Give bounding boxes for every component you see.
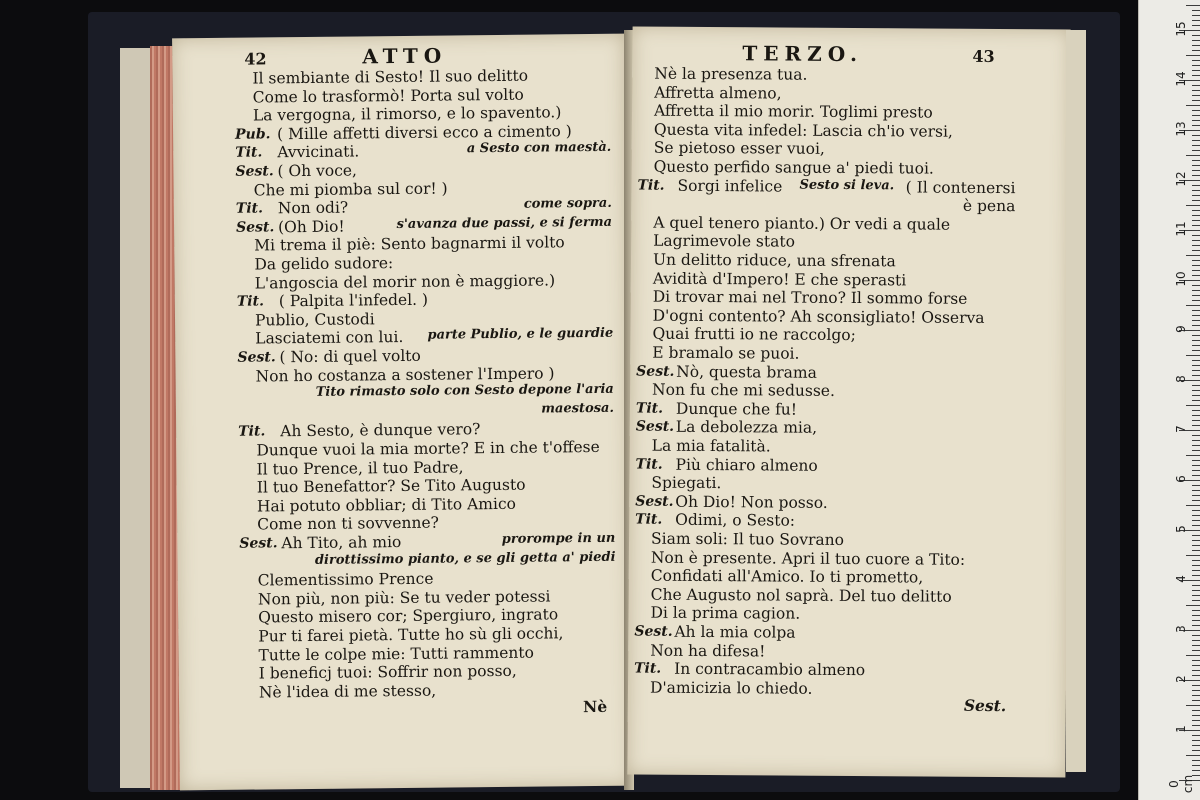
ruler-tick (1192, 75, 1200, 76)
ruler-tick (1192, 435, 1200, 436)
stage-direction: a Sesto con maestà. (466, 140, 612, 157)
ruler-tick (1192, 145, 1200, 146)
verse-text: Avvicinati. (277, 142, 360, 162)
ruler-tick (1186, 55, 1200, 56)
text-line (629, 474, 1067, 495)
ruler-tick (1192, 140, 1200, 141)
ruler-tick (1192, 715, 1200, 716)
verse-text: Sorgi infelice (677, 176, 783, 196)
ruler-tick (1192, 45, 1200, 46)
left-catchword: Nè (582, 696, 608, 717)
ruler-tick (1192, 395, 1200, 396)
verse-text: Non ho costanza a sostener l'Impero ) (255, 363, 555, 386)
verse-text: Che Augusto nol saprà. Del tuo delitto (650, 585, 952, 606)
ruler-tick (1192, 685, 1200, 686)
ruler-tick (1192, 540, 1200, 541)
ruler-tick (1192, 485, 1200, 486)
ruler-number: 6 (1174, 475, 1188, 483)
ruler-tick (1186, 405, 1200, 406)
verse-text: Non ha difesa! (650, 641, 766, 661)
text-line (631, 232, 1069, 253)
ruler-tick (1186, 605, 1200, 606)
ruler-tick (1192, 450, 1200, 451)
verse-text: D'ogni contento? Ah sconsigliato! Osserva (652, 306, 985, 327)
text-line (631, 306, 1069, 327)
ruler-tick (1192, 25, 1200, 26)
ruler-tick (1192, 725, 1200, 726)
ruler-number: 4 (1174, 575, 1188, 583)
verse-text: (Oh Dio! (277, 217, 345, 237)
verse-text: Di la prima cagion. (650, 604, 801, 624)
text-line (632, 64, 1070, 85)
verse-text: Lagrimevole stato (653, 232, 796, 252)
ruler-tick (1186, 505, 1200, 506)
verse-text: Publio, Custodi (254, 310, 375, 330)
stage-direction: parte Publio, e le guardie (427, 326, 614, 344)
text-line (628, 641, 1066, 662)
ruler-tick (1186, 5, 1200, 6)
ruler-tick (1192, 415, 1200, 416)
ruler-tick (1192, 695, 1200, 696)
ruler-unit-label: 0 cm (1167, 774, 1195, 794)
speaker-label: Sest. (636, 363, 675, 380)
ruler-tick (1192, 135, 1200, 136)
ruler-number: 1 (1174, 725, 1188, 733)
verse-text: ( No: di quel volto (279, 346, 421, 367)
verse-text: Ah Sesto, è dunque vero? (280, 420, 481, 441)
ruler-tick (1192, 565, 1200, 566)
text-line (628, 622, 1066, 643)
verse-text: Non odi? (277, 198, 349, 218)
verse-text: Confidati all'Amico. Io ti prometto, (650, 566, 924, 587)
ruler-tick (1192, 15, 1200, 16)
verse-text: Nè la presenza tua. (654, 64, 808, 84)
verse-text: ( Oh voce, (277, 161, 358, 181)
speaker-label: Sest. (237, 349, 276, 366)
text-line (632, 139, 1070, 160)
speaker-label: Tit. (635, 456, 663, 473)
text-line (628, 660, 1066, 681)
ruler-tick (1192, 635, 1200, 636)
ruler-tick (1192, 175, 1200, 176)
ruler-tick (1192, 510, 1200, 511)
verse-text: Il tuo Benefattor? Se Tito Augusto (256, 475, 526, 497)
ruler-tick (1192, 225, 1200, 226)
ruler-tick (1192, 35, 1200, 36)
verse-text: Tutte le colpe mie: Tutti rammento (258, 643, 534, 665)
ruler-tick (1192, 150, 1200, 151)
ruler-tick (1192, 200, 1200, 201)
ruler-tick (1192, 390, 1200, 391)
verse-text: Avidità d'Impero! E che sperasti (652, 269, 907, 289)
ruler-tick (1192, 570, 1200, 571)
verse-text: Non fu che mi sedusse. (652, 380, 835, 401)
ruler-tick (1192, 360, 1200, 361)
text-line (629, 567, 1067, 588)
speaker-label: Tit. (235, 144, 263, 162)
verse-text: Ah Tito, ah mio (281, 533, 402, 553)
ruler-tick (1192, 70, 1200, 71)
ruler-tick (1192, 735, 1200, 736)
text-line (628, 604, 1066, 625)
ruler-tick (1186, 305, 1200, 306)
ruler-tick (1192, 115, 1200, 116)
right-page-header: TERZO. (742, 41, 864, 67)
speaker-label: Tit. (635, 511, 663, 529)
ruler-number: 9 (1174, 325, 1188, 333)
ruler-tick (1186, 705, 1200, 706)
speaker-label: Sest. (634, 623, 673, 640)
ruler-tick (1192, 160, 1200, 161)
verse-text: Spiegati. (651, 473, 722, 493)
ruler-tick (1192, 245, 1200, 246)
ruler-tick (1192, 560, 1200, 561)
ruler-tick (1192, 445, 1200, 446)
ruler-tick (1192, 595, 1200, 596)
speaker-label: Sest. (235, 163, 274, 180)
ruler-tick (1192, 100, 1200, 101)
text-line (631, 288, 1069, 309)
ruler-tick (1192, 470, 1200, 471)
text-line (630, 362, 1068, 383)
ruler-tick (1192, 650, 1200, 651)
ruler-tick (1192, 310, 1200, 311)
text-line (632, 120, 1070, 141)
ruler-number: 15 (1174, 21, 1188, 37)
verse-text: ( Palpita l'infedel. ) (278, 290, 429, 311)
speaker-label: Sest. (635, 493, 674, 510)
ruler-tick (1192, 215, 1200, 216)
ruler-tick (1192, 760, 1200, 761)
verse-text: Nò, questa brama (676, 362, 817, 382)
verse-text: Dunque che fu! (675, 399, 798, 419)
ruler-tick (1192, 375, 1200, 376)
ruler-tick (1192, 475, 1200, 476)
verse-text-after: ( Il contenersi (905, 177, 1016, 197)
text-line (630, 325, 1068, 346)
ruler-tick (1192, 370, 1200, 371)
verse-text: A quel tenero pianto.) Or vedi a quale (653, 213, 951, 234)
ruler-number: 3 (1174, 625, 1188, 633)
ruler-tick (1192, 260, 1200, 261)
text-line (629, 529, 1067, 550)
ruler-tick (1192, 700, 1200, 701)
text-line (629, 492, 1067, 513)
speaker-label: Pub. (235, 126, 271, 143)
ruler-number: 11 (1174, 221, 1188, 237)
ruler-tick (1192, 575, 1200, 576)
ruler-number: 7 (1174, 425, 1188, 433)
ruler-tick (1192, 690, 1200, 691)
ruler-tick (1192, 165, 1200, 166)
ruler-tick (1192, 250, 1200, 251)
text-line (632, 102, 1070, 123)
ruler-tick (1192, 525, 1200, 526)
verse-text: Questa vita infedel: Lascia ch'io versi, (653, 120, 953, 141)
ruler-tick (1192, 365, 1200, 366)
ruler-tick (1192, 440, 1200, 441)
ruler-tick (1186, 255, 1200, 256)
ruler-tick (1192, 620, 1200, 621)
verse-text: Il sembiante di Sesto! Il suo delitto (252, 66, 529, 88)
verse-text: E bramalo se puoi. (652, 343, 800, 363)
ruler-tick (1192, 335, 1200, 336)
ruler-tick (1192, 300, 1200, 301)
speaker-label: Sest. (239, 535, 278, 552)
verse-text: Ah la mia colpa (674, 622, 796, 642)
ruler-tick (1192, 610, 1200, 611)
ruler-tick (1192, 10, 1200, 11)
verse-text: Questo perfido sangue a' piedi tuoi. (653, 157, 934, 178)
verse-text: Questo misero cor; Spergiuro, ingrato (258, 605, 559, 627)
ruler-tick (1192, 545, 1200, 546)
text-line (630, 436, 1068, 457)
ruler-tick (1192, 710, 1200, 711)
verse-text: Odimi, o Sesto: (675, 511, 796, 531)
ruler-tick (1192, 270, 1200, 271)
text-line (631, 269, 1069, 290)
text-line (629, 455, 1067, 476)
verse-text: Da gelido sudore: (254, 254, 394, 274)
measuring-ruler (1138, 0, 1200, 800)
ruler-tick (1192, 660, 1200, 661)
ruler-number: 12 (1174, 171, 1188, 187)
text-line (631, 176, 1069, 197)
ruler-tick (1192, 675, 1200, 676)
right-page-number: 43 (972, 46, 995, 67)
ruler-tick (1192, 720, 1200, 721)
ruler-tick (1192, 120, 1200, 121)
verse-text: ( Mille affetti diversi ecco a cimento ) (276, 122, 572, 144)
verse-text: Un delitto riduce, una sfrenata (652, 250, 896, 271)
ruler-tick (1192, 400, 1200, 401)
verse-text: Affretta almeno, (654, 83, 782, 103)
ruler-tick (1192, 490, 1200, 491)
ruler-tick (1192, 195, 1200, 196)
ruler-tick (1192, 385, 1200, 386)
speaker-label: Tit. (634, 660, 662, 677)
ruler-tick (1186, 355, 1200, 356)
ruler-tick (1192, 110, 1200, 111)
ruler-tick (1192, 535, 1200, 536)
ruler-tick (1192, 290, 1200, 291)
ruler-tick (1192, 770, 1200, 771)
verse-text: In contracambio almeno (674, 659, 866, 680)
ruler-tick (1192, 420, 1200, 421)
ruler-tick (1192, 340, 1200, 341)
ruler-tick (1186, 105, 1200, 106)
ruler-tick (1192, 465, 1200, 466)
verse-text: Come non ti sovvenne? (257, 514, 440, 534)
verse-text: Dunque vuoi la mia morte? E in che t'offese (256, 437, 600, 460)
stage-direction: prorompe in un (501, 530, 616, 547)
text-line (630, 381, 1068, 402)
ruler-tick (1192, 185, 1200, 186)
text-line (629, 511, 1067, 532)
verse-text: Che mi piomba sul cor! ) (253, 179, 448, 200)
ruler-tick (1192, 190, 1200, 191)
ruler-number: 8 (1174, 375, 1188, 383)
ruler-tick (1192, 645, 1200, 646)
text-line (630, 418, 1068, 439)
ruler-tick (1192, 495, 1200, 496)
stage-direction: maestosa. (541, 400, 615, 417)
verse-text: Nè l'idea di me stesso, (258, 681, 437, 702)
verse-text: Affretta il mio morir. Toglimi presto (653, 101, 933, 122)
ruler-tick (1192, 90, 1200, 91)
ruler-tick (1192, 65, 1200, 66)
ruler-tick (1192, 410, 1200, 411)
ruler-tick (1192, 275, 1200, 276)
ruler-tick (1192, 95, 1200, 96)
verse-text: Oh Dio! Non posso. (675, 492, 828, 512)
right-page (627, 26, 1070, 777)
ruler-tick (1192, 590, 1200, 591)
verse-text: Il tuo Prence, il tuo Padre, (256, 457, 464, 479)
right-page-edge (1066, 30, 1086, 772)
text-line (631, 213, 1069, 234)
speaker-label: Sest. (635, 418, 675, 436)
left-page-header: ATTO (362, 43, 448, 69)
ruler-number: 10 (1174, 271, 1188, 287)
verse-text: Pur ti farei pietà. Tutte ho sù gli occhi, (258, 624, 564, 646)
verse-text: Clementissimo Prence (257, 569, 434, 590)
verse-text: Siam soli: Il tuo Sovrano (650, 529, 845, 549)
verse-text: Non è presente. Apri il tuo cuore a Tito: (650, 548, 966, 569)
ruler-tick (1192, 210, 1200, 211)
verse-text: L'angoscia del morir non è maggiore.) (254, 270, 556, 293)
speaker-label: Tit. (236, 293, 264, 310)
speaker-label: Tit. (235, 200, 264, 217)
ruler-tick (1192, 625, 1200, 626)
ruler-tick (1192, 320, 1200, 321)
verse-text: Quai frutti io ne raccolgo; (652, 325, 856, 345)
ruler-number: 14 (1174, 71, 1188, 87)
text-line (630, 399, 1068, 420)
speaker-label: Tit. (637, 177, 665, 194)
ruler-number: 5 (1174, 525, 1188, 533)
ruler-tick (1192, 60, 1200, 61)
ruler-tick (1192, 20, 1200, 21)
left-page (172, 34, 632, 791)
verse-text: Mi trema il piè: Sento bagnarmi il volto (254, 233, 565, 255)
ruler-tick (1192, 750, 1200, 751)
ruler-tick (1192, 665, 1200, 666)
verse-text: Lasciatemi con lui. (255, 328, 404, 348)
left-page-number: 42 (244, 49, 267, 69)
text-line (630, 343, 1068, 364)
text-line (632, 157, 1070, 178)
text-line (629, 548, 1067, 569)
stage-direction: dirottissimo pianto, e se gli getta a' piedi (314, 549, 616, 568)
verse-text: La vergogna, il rimorso, e lo spavento.) (252, 103, 562, 125)
speaker-label: Tit. (238, 423, 266, 441)
ruler-tick (1192, 345, 1200, 346)
ruler-tick (1192, 515, 1200, 516)
ruler-tick (1192, 285, 1200, 286)
verse-text: La debolezza mia, (675, 418, 818, 438)
ruler-tick (1192, 85, 1200, 86)
verse-text: Se pietoso esser vuoi, (653, 139, 825, 159)
speaker-label: Sest. (235, 219, 275, 236)
verse-text: Non più, non più: Se tu veder potessi (257, 587, 551, 609)
ruler-tick (1192, 235, 1200, 236)
ruler-tick (1192, 220, 1200, 221)
ruler-tick (1192, 295, 1200, 296)
ruler-tick (1192, 265, 1200, 266)
ruler-tick (1192, 315, 1200, 316)
text-line (632, 83, 1070, 104)
ruler-tick (1192, 615, 1200, 616)
ruler-tick (1186, 155, 1200, 156)
ruler-tick (1186, 755, 1200, 756)
ruler-tick (1192, 425, 1200, 426)
verse-text: Di trovar mai nel Trono? Il sommo forse (652, 287, 968, 309)
ruler-tick (1186, 455, 1200, 456)
stage-direction: Sesto si leva. (799, 177, 895, 193)
speaker-label: Tit. (635, 400, 664, 417)
verse-text: La mia fatalità. (651, 436, 771, 456)
ruler-tick (1192, 325, 1200, 326)
ruler-tick (1192, 170, 1200, 171)
ruler-tick (1186, 655, 1200, 656)
text-line (179, 679, 631, 702)
ruler-tick (1192, 600, 1200, 601)
ruler-tick (1186, 205, 1200, 206)
ruler-tick (1192, 40, 1200, 41)
ruler-tick (1192, 460, 1200, 461)
ruler-tick (1192, 550, 1200, 551)
verse-text-right: è pena (962, 196, 1016, 216)
ruler-tick (1192, 740, 1200, 741)
verse-text: I beneficj tuoi: Soffrir non posso, (258, 662, 517, 683)
ruler-tick (1192, 765, 1200, 766)
ruler-tick (1186, 555, 1200, 556)
ruler-number: 2 (1174, 675, 1188, 683)
ruler-tick (1192, 125, 1200, 126)
ruler-tick (1192, 640, 1200, 641)
text-line (631, 250, 1069, 271)
text-line (631, 195, 1069, 216)
verse-text: Hai potuto obbliar; di Tito Amico (256, 494, 516, 516)
stage-direction: come sopra. (523, 195, 612, 212)
ruler-tick (1192, 500, 1200, 501)
ruler-tick (1192, 745, 1200, 746)
verse-text: Come lo trasformò! Porta sul volto (252, 85, 524, 107)
ruler-number: 13 (1174, 121, 1188, 137)
ruler-tick (1192, 520, 1200, 521)
stage-direction: s'avanza due passi, e si ferma (396, 214, 613, 232)
ruler-tick (1192, 350, 1200, 351)
verse-text: D'amicizia lo chiedo. (649, 678, 813, 698)
ruler-tick (1192, 670, 1200, 671)
text-line (629, 585, 1067, 606)
ruler-tick (1192, 585, 1200, 586)
ruler-tick (1192, 240, 1200, 241)
stage-direction: Tito rimasto solo con Sesto depone l'aria (315, 381, 614, 401)
verse-text: Più chiaro almeno (675, 455, 818, 475)
right-catchword: Sest. (963, 695, 1007, 716)
ruler-tick (1192, 50, 1200, 51)
